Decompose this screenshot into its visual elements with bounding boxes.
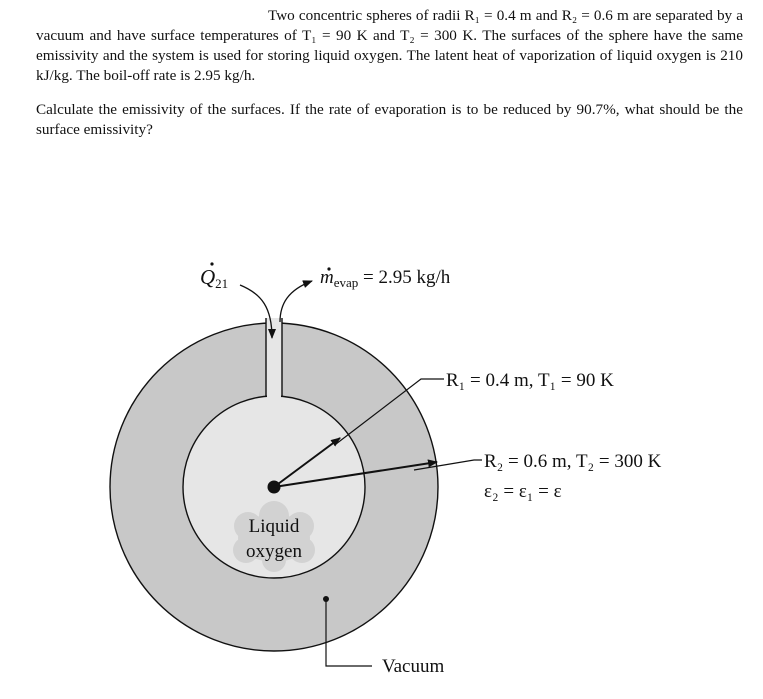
r1-label: R₁ = 0.4 m, T₁ = 90 K: [446, 370, 614, 391]
svg-text:mevap = 2.95 kg/h: [320, 267, 451, 290]
heat-symbol: Q: [200, 265, 216, 289]
vacuum-label: Vacuum: [382, 656, 445, 677]
inner-neck-join: [267, 390, 281, 404]
vacuum-leader-dot: [323, 596, 329, 602]
heat-subscript: 21: [215, 276, 229, 291]
liquid-label: Liquid: [248, 516, 300, 537]
evaporation-arrow: [280, 281, 312, 322]
problem-paragraph-2: Calculate the emissivity of the surfaces. If the rate of evaporation is to be reduced by 90.7%, what should be the surface emissivity?: [36, 101, 743, 138]
r2-label: R₂ = 0.6 m, T₂ = 300 K: [484, 451, 662, 472]
svg-text:Q21: [200, 265, 228, 291]
oxygen-label: oxygen: [246, 541, 302, 562]
evaporation-rate-label: [320, 267, 451, 290]
mass-symbol: m: [320, 267, 334, 288]
mass-subscript: evap: [333, 275, 359, 290]
heat-flow-label: [200, 262, 228, 291]
problem-paragraph-1: Two concentric spheres of radii R₁ = 0.4 m and R₂ = 0.6 m are separated by a vacuum and have surface temperatures of T₁ = 90 K and T₂ = 300 K. The surfaces of the sphere have the same emissivity and the system is used for storing liquid oxygen. The latent heat of vaporization of liquid oxygen is 210 kJ/kg. The boil-off rate is 2.95 kg/h.: [36, 7, 743, 84]
emissivity-label: ε₂ = ε₁ = ε: [484, 481, 562, 502]
mass-value: = 2.95 kg/h: [358, 267, 451, 288]
